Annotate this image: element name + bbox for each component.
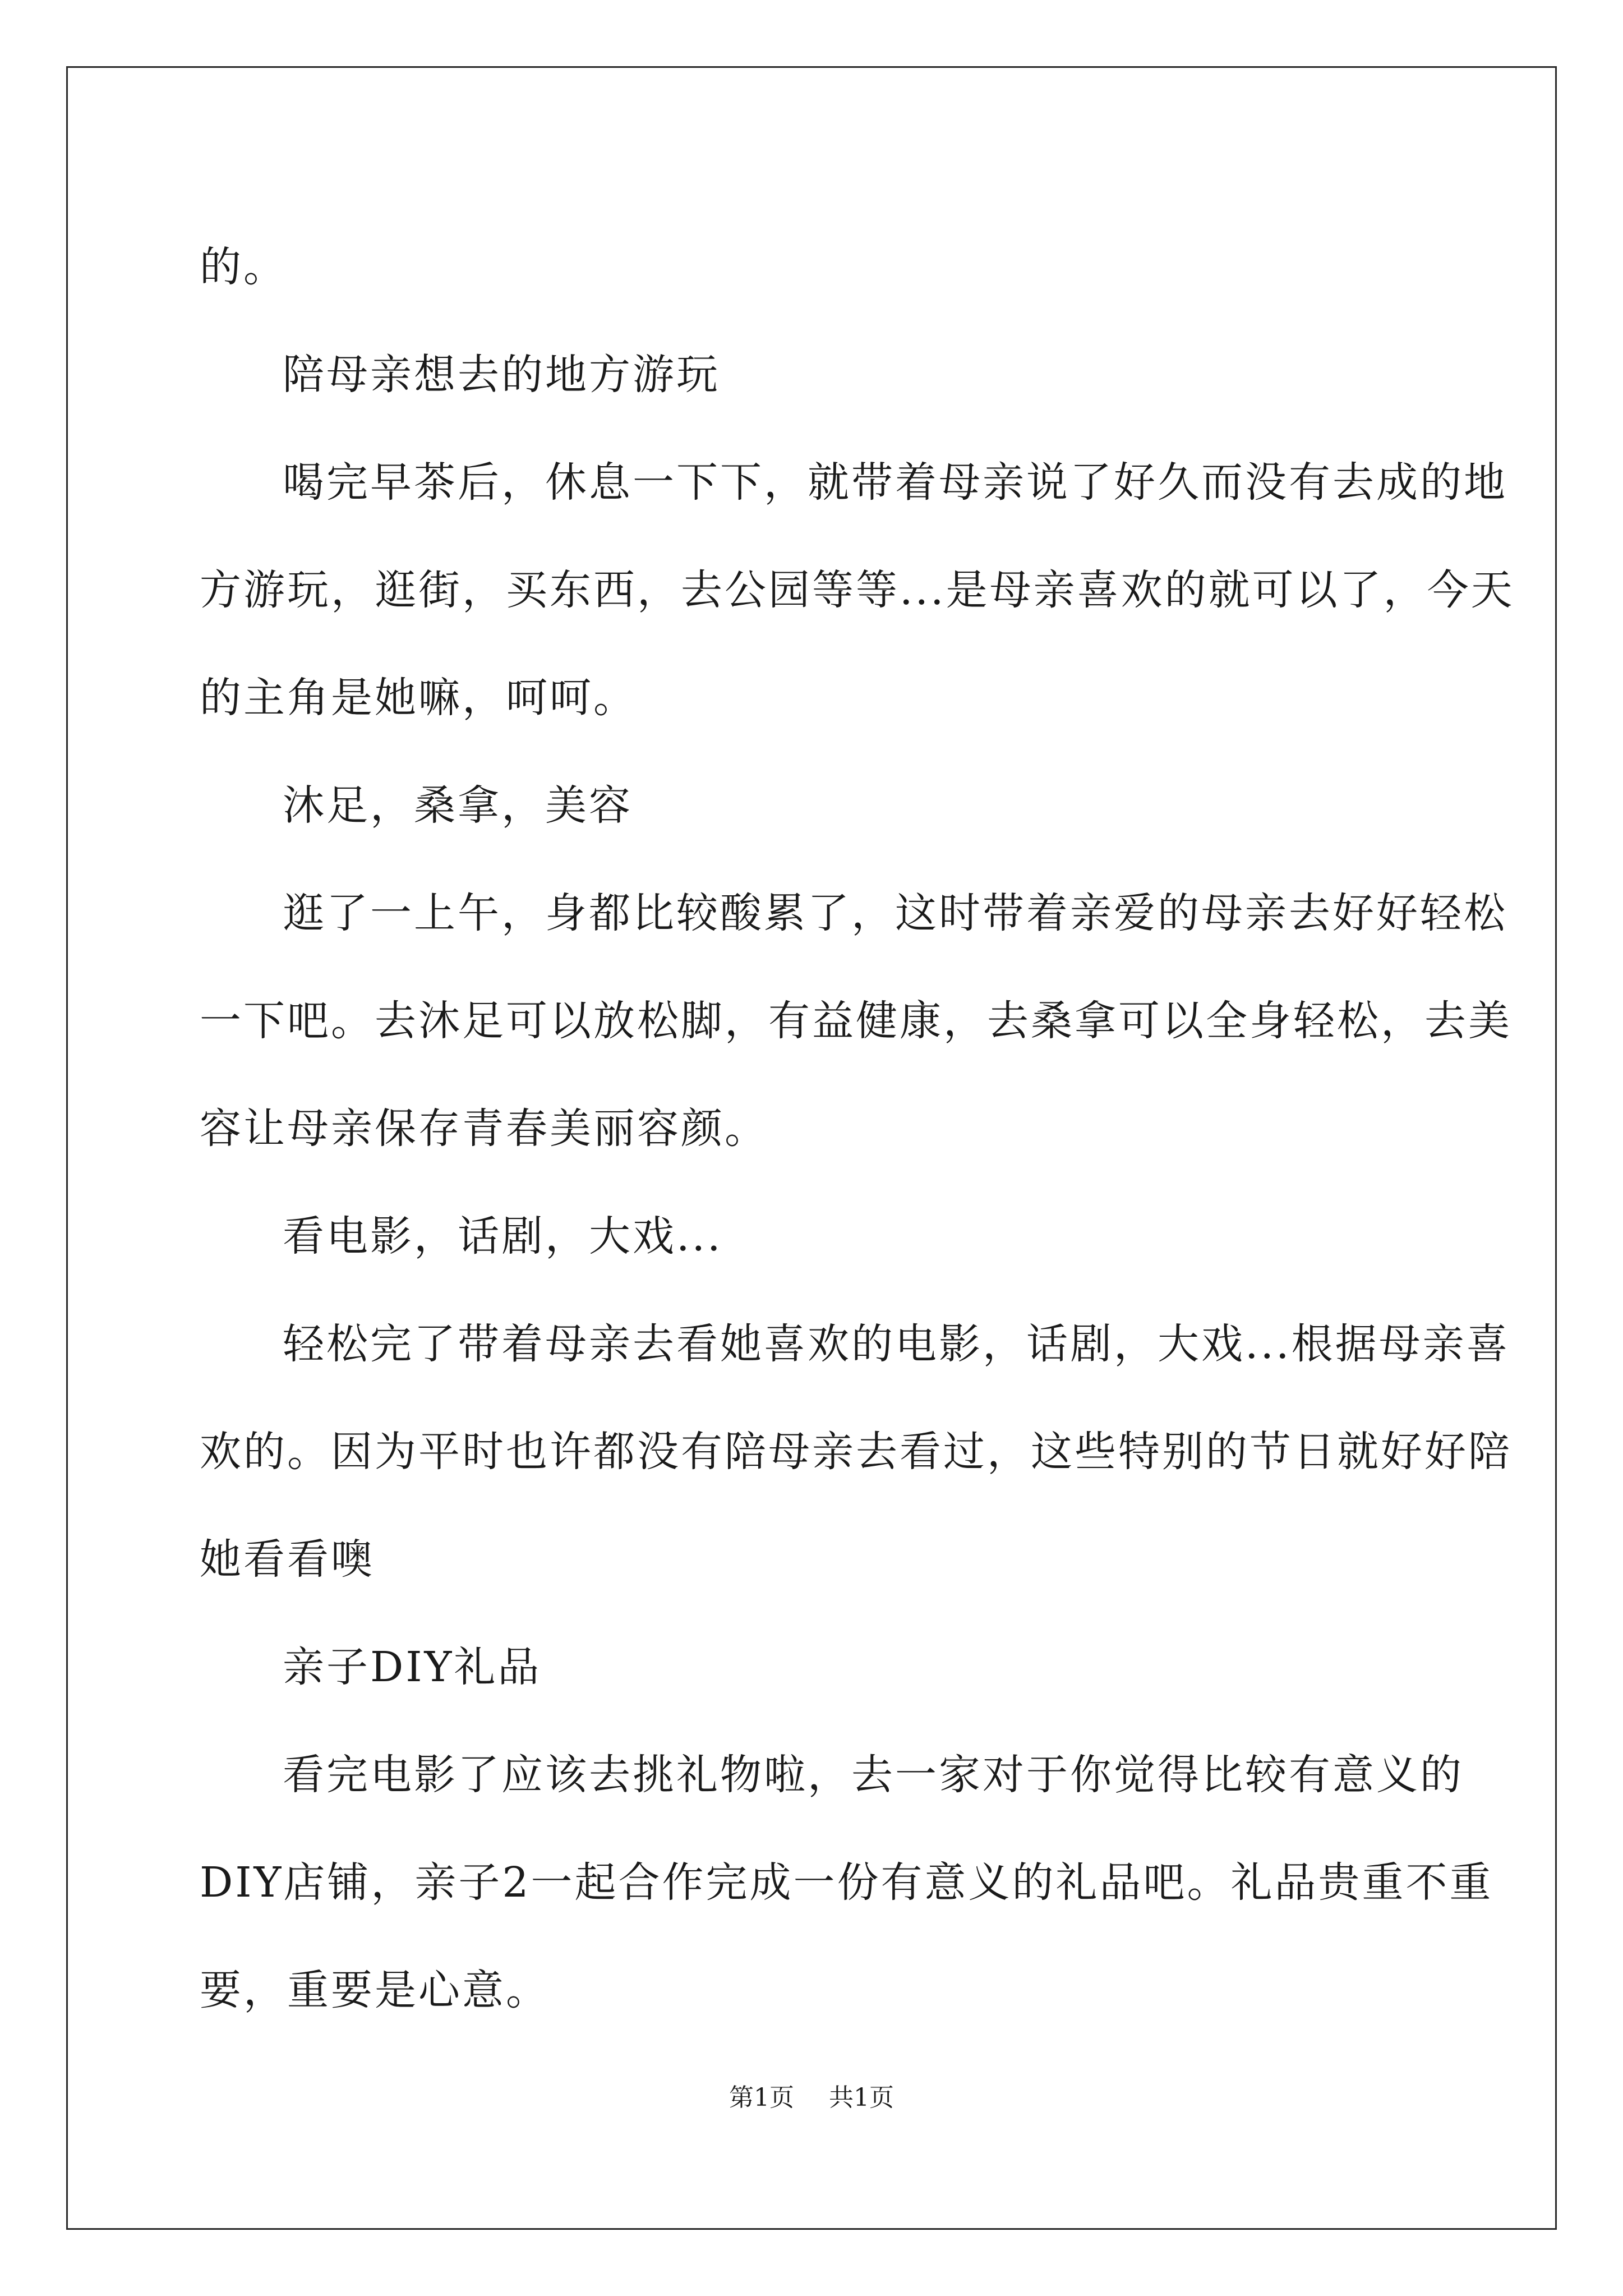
text-line: 逛了一上午，身都比较酸累了，这时带着亲爱的母亲去好好轻松	[283, 889, 1507, 937]
text-line: 她看看噢	[200, 1535, 375, 1584]
page-number: 第1页	[729, 2083, 794, 2112]
section-heading: 看电影，话剧，大戏...	[283, 1212, 723, 1260]
page-footer	[0, 2082, 1623, 2114]
text-line: 轻松完了带着母亲去看她喜欢的电影，话剧，大戏...根据母亲喜	[283, 1320, 1510, 1368]
text-line: 方游玩，逛街，买东西，去公园等等...是母亲喜欢的就可以了，今天	[200, 566, 1515, 614]
text-line: 容让母亲保存青春美丽容颜。	[200, 1105, 768, 1153]
section-heading: 陪母亲想去的地方游玩	[283, 351, 720, 399]
text-line: 的主角是她嘛，呵呵。	[200, 674, 637, 722]
document-body	[200, 213, 1515, 2044]
section-heading: 亲子DIY礼品	[283, 1643, 542, 1691]
text-line: 欢的。因为平时也许都没有陪母亲去看过，这些特别的节日就好好陪	[200, 1428, 1512, 1476]
text-line: 看完电影了应该去挑礼物啦，去一家对于你觉得比较有意义的	[283, 1751, 1464, 1799]
text-line: 喝完早茶后，休息一下下，就带着母亲说了好久而没有去成的地	[283, 458, 1507, 507]
text-line: DIY店铺，亲子2一起合作完成一份有意义的礼品吧。礼品贵重不重	[200, 1858, 1493, 1907]
page-total: 共1页	[829, 2083, 894, 2112]
text-line: 要，重要是心意。	[200, 1966, 550, 2014]
section-heading: 沐足，桑拿，美容	[283, 781, 633, 830]
text-line: 一下吧。去沐足可以放松脚，有益健康，去桑拿可以全身轻松，去美	[200, 997, 1512, 1045]
text-line: 的。	[200, 243, 287, 291]
